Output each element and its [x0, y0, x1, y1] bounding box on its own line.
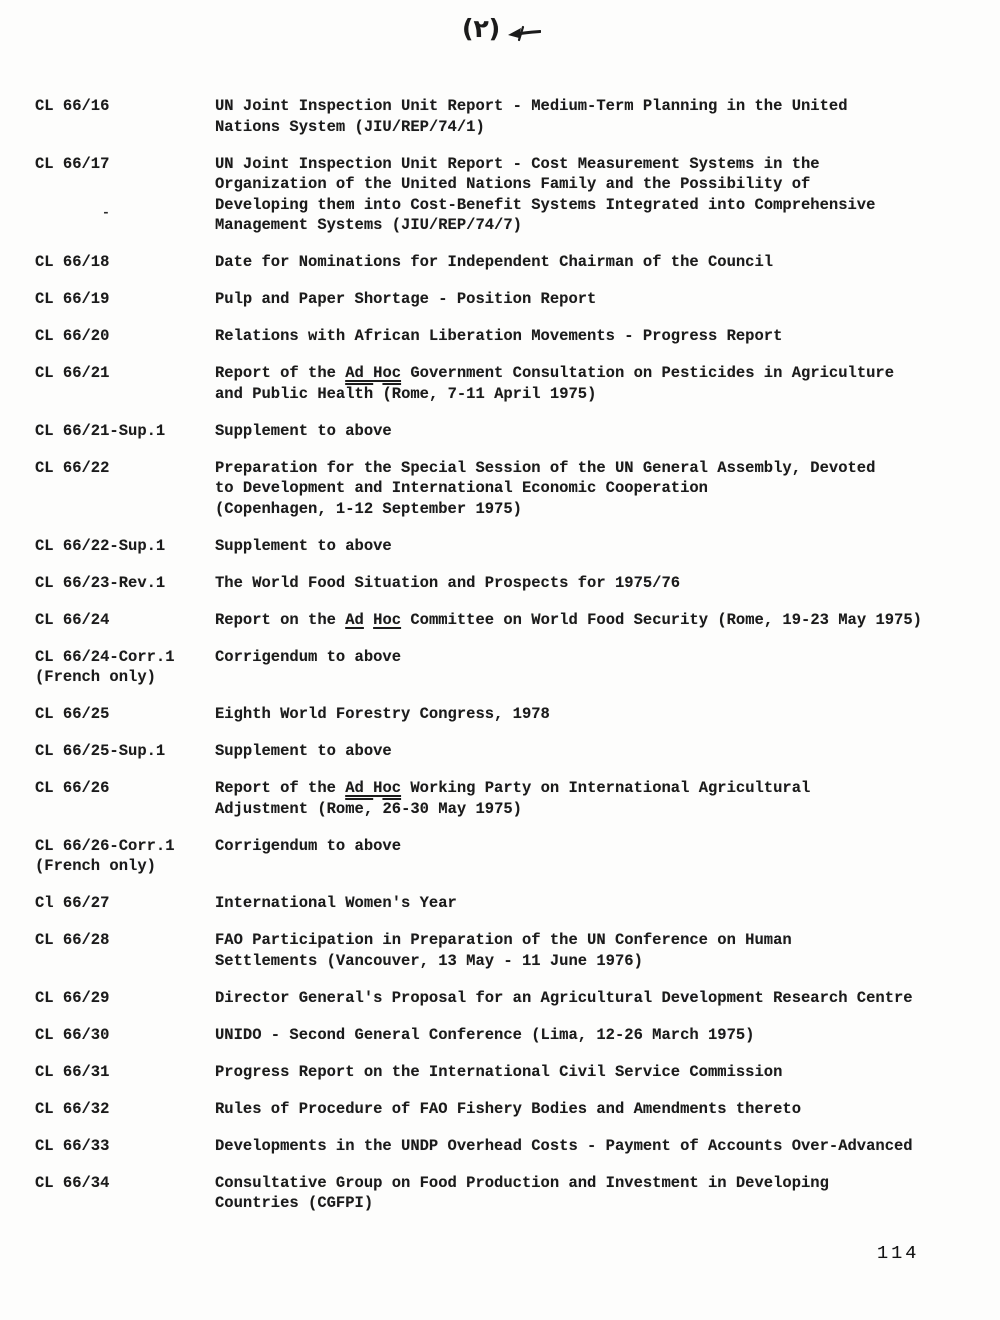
document-code: CL 66/21 — [35, 364, 110, 382]
document-code-column — [35, 610, 215, 631]
title-line: Developments in the UNDP Overhead Costs - Payment of Accounts Over-Advanced — [215, 1136, 913, 1155]
document-code-column — [35, 154, 215, 236]
title-line: Adjustment (Rome, 26-30 May 1975) — [215, 799, 522, 818]
document-entry — [35, 778, 975, 819]
document-title — [215, 610, 975, 631]
document-entry — [35, 363, 975, 404]
document-code-column — [35, 536, 215, 557]
document-code-column — [35, 704, 215, 725]
document-entry — [35, 154, 975, 236]
document-code: CL 66/25 — [35, 705, 110, 723]
document-code-column — [35, 930, 215, 971]
document-code: CL 66/28 — [35, 931, 110, 949]
document-title — [215, 1062, 975, 1083]
title-line: Supplement to above — [215, 421, 392, 440]
document-code: CL 66/33 — [35, 1136, 110, 1155]
title-line: to Development and International Economic Cooperation — [215, 479, 708, 497]
title-line: Supplement to above — [215, 536, 392, 555]
document-code-column — [35, 741, 215, 762]
document-code: CL 66/20 — [35, 327, 110, 345]
title-line: Date for Nominations for Independent Chairman of the Council — [215, 253, 774, 271]
document-title — [215, 893, 975, 914]
document-entry — [35, 252, 975, 273]
document-code: CL 66/22-Sup.1 — [35, 536, 166, 555]
document-entry — [35, 326, 975, 347]
title-line: Organization of the United Nations Family and the Possibility of — [215, 175, 811, 193]
document-code-note: (French only) — [35, 668, 156, 686]
document-title — [215, 421, 975, 442]
document-code: CL 66/32 — [35, 1099, 110, 1118]
document-entry — [35, 458, 975, 520]
document-code-column — [35, 1136, 215, 1157]
document-title — [215, 930, 975, 971]
document-code-column — [35, 836, 215, 877]
scan-artifact-speck: - — [102, 205, 110, 220]
document-entry — [35, 836, 975, 877]
document-code: CL 66/17 — [35, 154, 110, 173]
document-code: CL 66/22 — [35, 458, 110, 477]
document-title — [215, 573, 975, 594]
title-line: Director General's Proposal for an Agricultural Development Research Centre — [215, 988, 913, 1007]
title-line: International Women's Year — [215, 894, 457, 912]
title-line: Report of the Ad Hoc Working Party on International Agricultural — [215, 779, 811, 797]
document-title — [215, 326, 975, 347]
document-title — [215, 988, 975, 1009]
document-code: CL 66/19 — [35, 290, 110, 308]
document-code: CL 66/23-Rev.1 — [35, 573, 166, 592]
title-line: Report of the Ad Hoc Government Consultation on Pesticides in Agriculture — [215, 364, 895, 382]
document-code: CL 66/26-Corr.1 — [35, 836, 175, 855]
document-entry — [35, 1062, 975, 1083]
title-line: Countries (CGFPI) — [215, 1194, 374, 1212]
document-entry — [35, 1099, 975, 1120]
document-code: CL 66/18 — [35, 253, 110, 271]
document-code: CL 66/21-Sup.1 — [35, 421, 166, 440]
document-entry — [35, 573, 975, 594]
document-code-column — [35, 1062, 215, 1083]
header-mark — [462, 14, 541, 43]
document-code-column — [35, 1173, 215, 1214]
document-entry — [35, 96, 975, 137]
title-line: FAO Participation in Preparation of the UN Conference on Human — [215, 931, 792, 949]
document-title — [215, 1025, 975, 1046]
document-title — [215, 836, 975, 877]
document-entry — [35, 289, 975, 310]
document-title — [215, 741, 975, 762]
document-code-column — [35, 363, 215, 404]
title-line: Rules of Procedure of FAO Fishery Bodies and Amendments thereto — [215, 1099, 801, 1118]
title-line: and Public $Hea\overline{lth}$ (Rome, 7-11 April 1975) — [215, 384, 597, 403]
document-title — [215, 1099, 975, 1120]
document-title — [215, 252, 975, 273]
title-line: Relations with African Liberation Movements - Progress Report — [215, 327, 783, 345]
title-line: Report on the Ad Hoc Committee on World Food Security (Rome, 19-23 May 1975) — [215, 610, 922, 629]
document-code-column — [35, 458, 215, 520]
document-entry — [35, 1136, 975, 1157]
document-entry — [35, 988, 975, 1009]
document-code-column — [35, 421, 215, 442]
document-title — [215, 96, 975, 137]
document-code-column — [35, 1099, 215, 1120]
document-entry — [35, 1173, 975, 1214]
document-list — [35, 96, 975, 1230]
title-line: Corrigendum to above — [215, 836, 402, 855]
title-line: Management Systems (JIU/REP/74/7) — [215, 216, 522, 234]
document-title — [215, 289, 975, 310]
document-title — [215, 154, 975, 236]
document-entry — [35, 930, 975, 971]
document-code-column — [35, 1025, 215, 1046]
title-line: Supplement to above — [215, 742, 392, 760]
handwritten-left-arrow-icon — [507, 23, 541, 43]
title-line: Preparation for the Special Session of the UN General Assembly, Devoted — [215, 458, 876, 477]
title-line: Pulp and Paper Shortage - Position Report — [215, 290, 597, 308]
document-code-column — [35, 252, 215, 273]
document-title — [215, 647, 975, 688]
document-title — [215, 536, 975, 557]
document-code-column — [35, 988, 215, 1009]
document-code-column — [35, 573, 215, 594]
document-code: CL 66/24-Corr.1 — [35, 647, 175, 666]
title-line: UN Joint Inspection Unit Report - Medium-Term Planning in the United — [215, 97, 848, 115]
title-line: Consultative Group on Food Production and Investment in Developing — [215, 1173, 829, 1192]
document-entry — [35, 647, 975, 688]
document-entry — [35, 536, 975, 557]
document-code-column — [35, 647, 215, 688]
document-title — [215, 1136, 975, 1157]
document-code-column — [35, 96, 215, 137]
document-entry — [35, 704, 975, 725]
arabic-page-mark: (٢) — [462, 14, 501, 43]
document-code: CL 66/29 — [35, 988, 110, 1007]
document-title — [215, 1173, 975, 1214]
title-line: Eighth World Forestry Congress, 1978 — [215, 705, 550, 723]
document-code: CL 66/26 — [35, 779, 110, 797]
title-line: Settlements (Vancouver, 13 May - 11 June 1976) — [215, 951, 643, 970]
document-code-column — [35, 778, 215, 819]
document-entry — [35, 893, 975, 914]
title-line: UNIDO - Second General Conference (Lima, 12-26 March 1975) — [215, 1025, 755, 1044]
document-code: CL 66/34 — [35, 1173, 110, 1192]
title-line: Progress Report on the International Civil Service Commission — [215, 1062, 783, 1081]
document-entry — [35, 741, 975, 762]
document-code: Cl 66/27 — [35, 894, 110, 912]
document-entry — [35, 610, 975, 631]
document-title — [215, 458, 975, 520]
document-code-note: (French only) — [35, 857, 156, 875]
document-code: CL 66/25-Sup.1 — [35, 742, 166, 760]
document-title — [215, 778, 975, 819]
title-line: (Copenhagen, 1-12 September 1975) — [215, 499, 522, 518]
document-code: CL 66/16 — [35, 97, 110, 115]
title-line: Nations System (JIU/REP/74/1) — [215, 117, 485, 136]
document-code: CL 66/24 — [35, 610, 110, 629]
document-code-column — [35, 893, 215, 914]
document-entry — [35, 1025, 975, 1046]
page-number: 114 — [877, 1243, 920, 1264]
document-title — [215, 704, 975, 725]
document-title — [215, 363, 975, 404]
document-code: CL 66/31 — [35, 1062, 110, 1081]
document-code-column — [35, 289, 215, 310]
title-line: The World Food Situation and Prospects for 1975/76 — [215, 573, 681, 592]
document-entry — [35, 421, 975, 442]
document-code: CL 66/30 — [35, 1025, 110, 1044]
document-code-column — [35, 326, 215, 347]
title-line: Developing them into Cost-Benefit Systems Integrated into Comprehensive — [215, 195, 876, 214]
title-line: UN Joint Inspection Unit Report - Cost Measurement Systems in the — [215, 154, 820, 173]
title-line: Corrigendum to above — [215, 647, 402, 666]
